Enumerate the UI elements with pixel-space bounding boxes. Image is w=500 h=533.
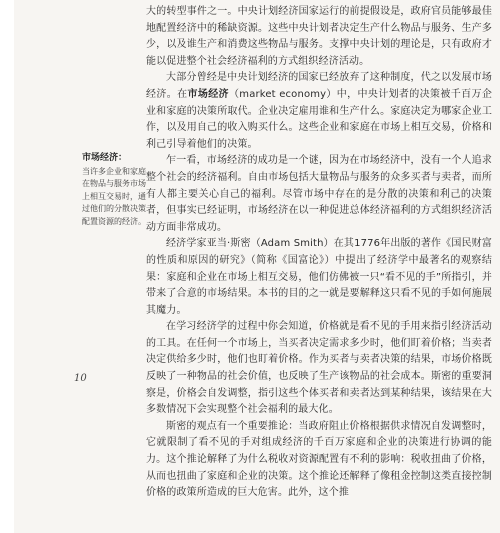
paragraph-text: 大部分曾经是中央计划经济的国家已经放弃了这种制度，代之以发展市场经济。在 <box>146 72 492 100</box>
paragraph-corollary: 斯密的观点有一个重要推论：当政府阻止价格根据供求情况自发调整时，它就限制了看不见的手对组成经济的千百万家庭和企业的决策进行协调的能力。这个推论解释了为什么税收对资源配置有不利的影响：税收扭曲了价格，从而也扭曲了家庭和企业的决策。这个推论还解释了像租金控制这类直接控制价格的政策所造成的巨大危害。此外，这个推 <box>146 420 492 499</box>
paragraph-prices: 在学习经济学的过程中你会知道，价格就是看不见的手用来指引经济活动的工具。在任何一个市场上，当买者决定需求多少时，他们盯着价格；当卖者决定供给多少时，他们也盯着价格。作为买者与卖者决策的结果，市场价格既反映了一种物品的社会价值，也反映了生产该物品的社会成本。斯密的重要洞察是，价格会自发调整，指引这些个体买者和卖者达到某种结果，该结果在大多数情况下会实现整个社会福利的最大化。 <box>146 321 492 416</box>
paragraph-text: （market economy）中，中央计划者的决策被千百万企业和家庭的决策所取代。企业决定雇用谁和生产什么。家庭决定为哪家企业工作，以及用自己的收入购买什么。这些企业和家庭在市场上相互交易，价格和利己引导着他们的决策。 <box>146 88 492 150</box>
glossary-definition: 当许多企业和家庭在物品与服务市场上相互交易时，通过他们的分散决策配置资源的经济。 <box>82 166 146 226</box>
glossary-term: 市场经济： <box>82 153 128 163</box>
margin-glossary-note <box>82 152 146 228</box>
paragraph-puzzle: 乍一看，市场经济的成功是一个谜，因为在市场经济中，没有一个人追求整个社会的经济福利。自由市场包括大量物品与服务的众多买者与卖者，而所有人都主要关心自己的福利。尽管市场中存在的是分散的决策和利己的决策者，但事实已经证明，市场经济在以一种促进总体经济福利的方式组织经济活动方面非常成功。 <box>146 155 492 233</box>
page-number: 10 <box>74 373 87 384</box>
paragraph-market-economy <box>146 70 492 153</box>
body-text <box>146 4 492 502</box>
paragraph-adam-smith: 经济学家亚当·斯密（Adam Smith）在其1776年出版的著作《国民财富的性质和原因的研究》（简称《国富论》）中提出了经济学中最著名的观察结果：家庭和企业在市场上相互交易，他们仿佛被一只“看不见的手”所指引，并带来了合意的市场结果。本书的目的之一就是要解释这只看不见的手如何施展其魔力。 <box>146 238 492 316</box>
book-page <box>14 0 500 533</box>
paragraph-continuation: 大的转型事件之一。中央计划经济国家运行的前提假设是，政府官员能够最佳地配置经济中的稀缺资源。这些中央计划者决定生产什么物品与服务、生产多少，以及谁生产和消费这些物品与服务。支撑中央计划的理论是，只有政府才能以促进整个社会经济福利的方式组织经济活动。 <box>146 6 492 67</box>
key-term-market-economy: 市场经济 <box>187 88 229 100</box>
